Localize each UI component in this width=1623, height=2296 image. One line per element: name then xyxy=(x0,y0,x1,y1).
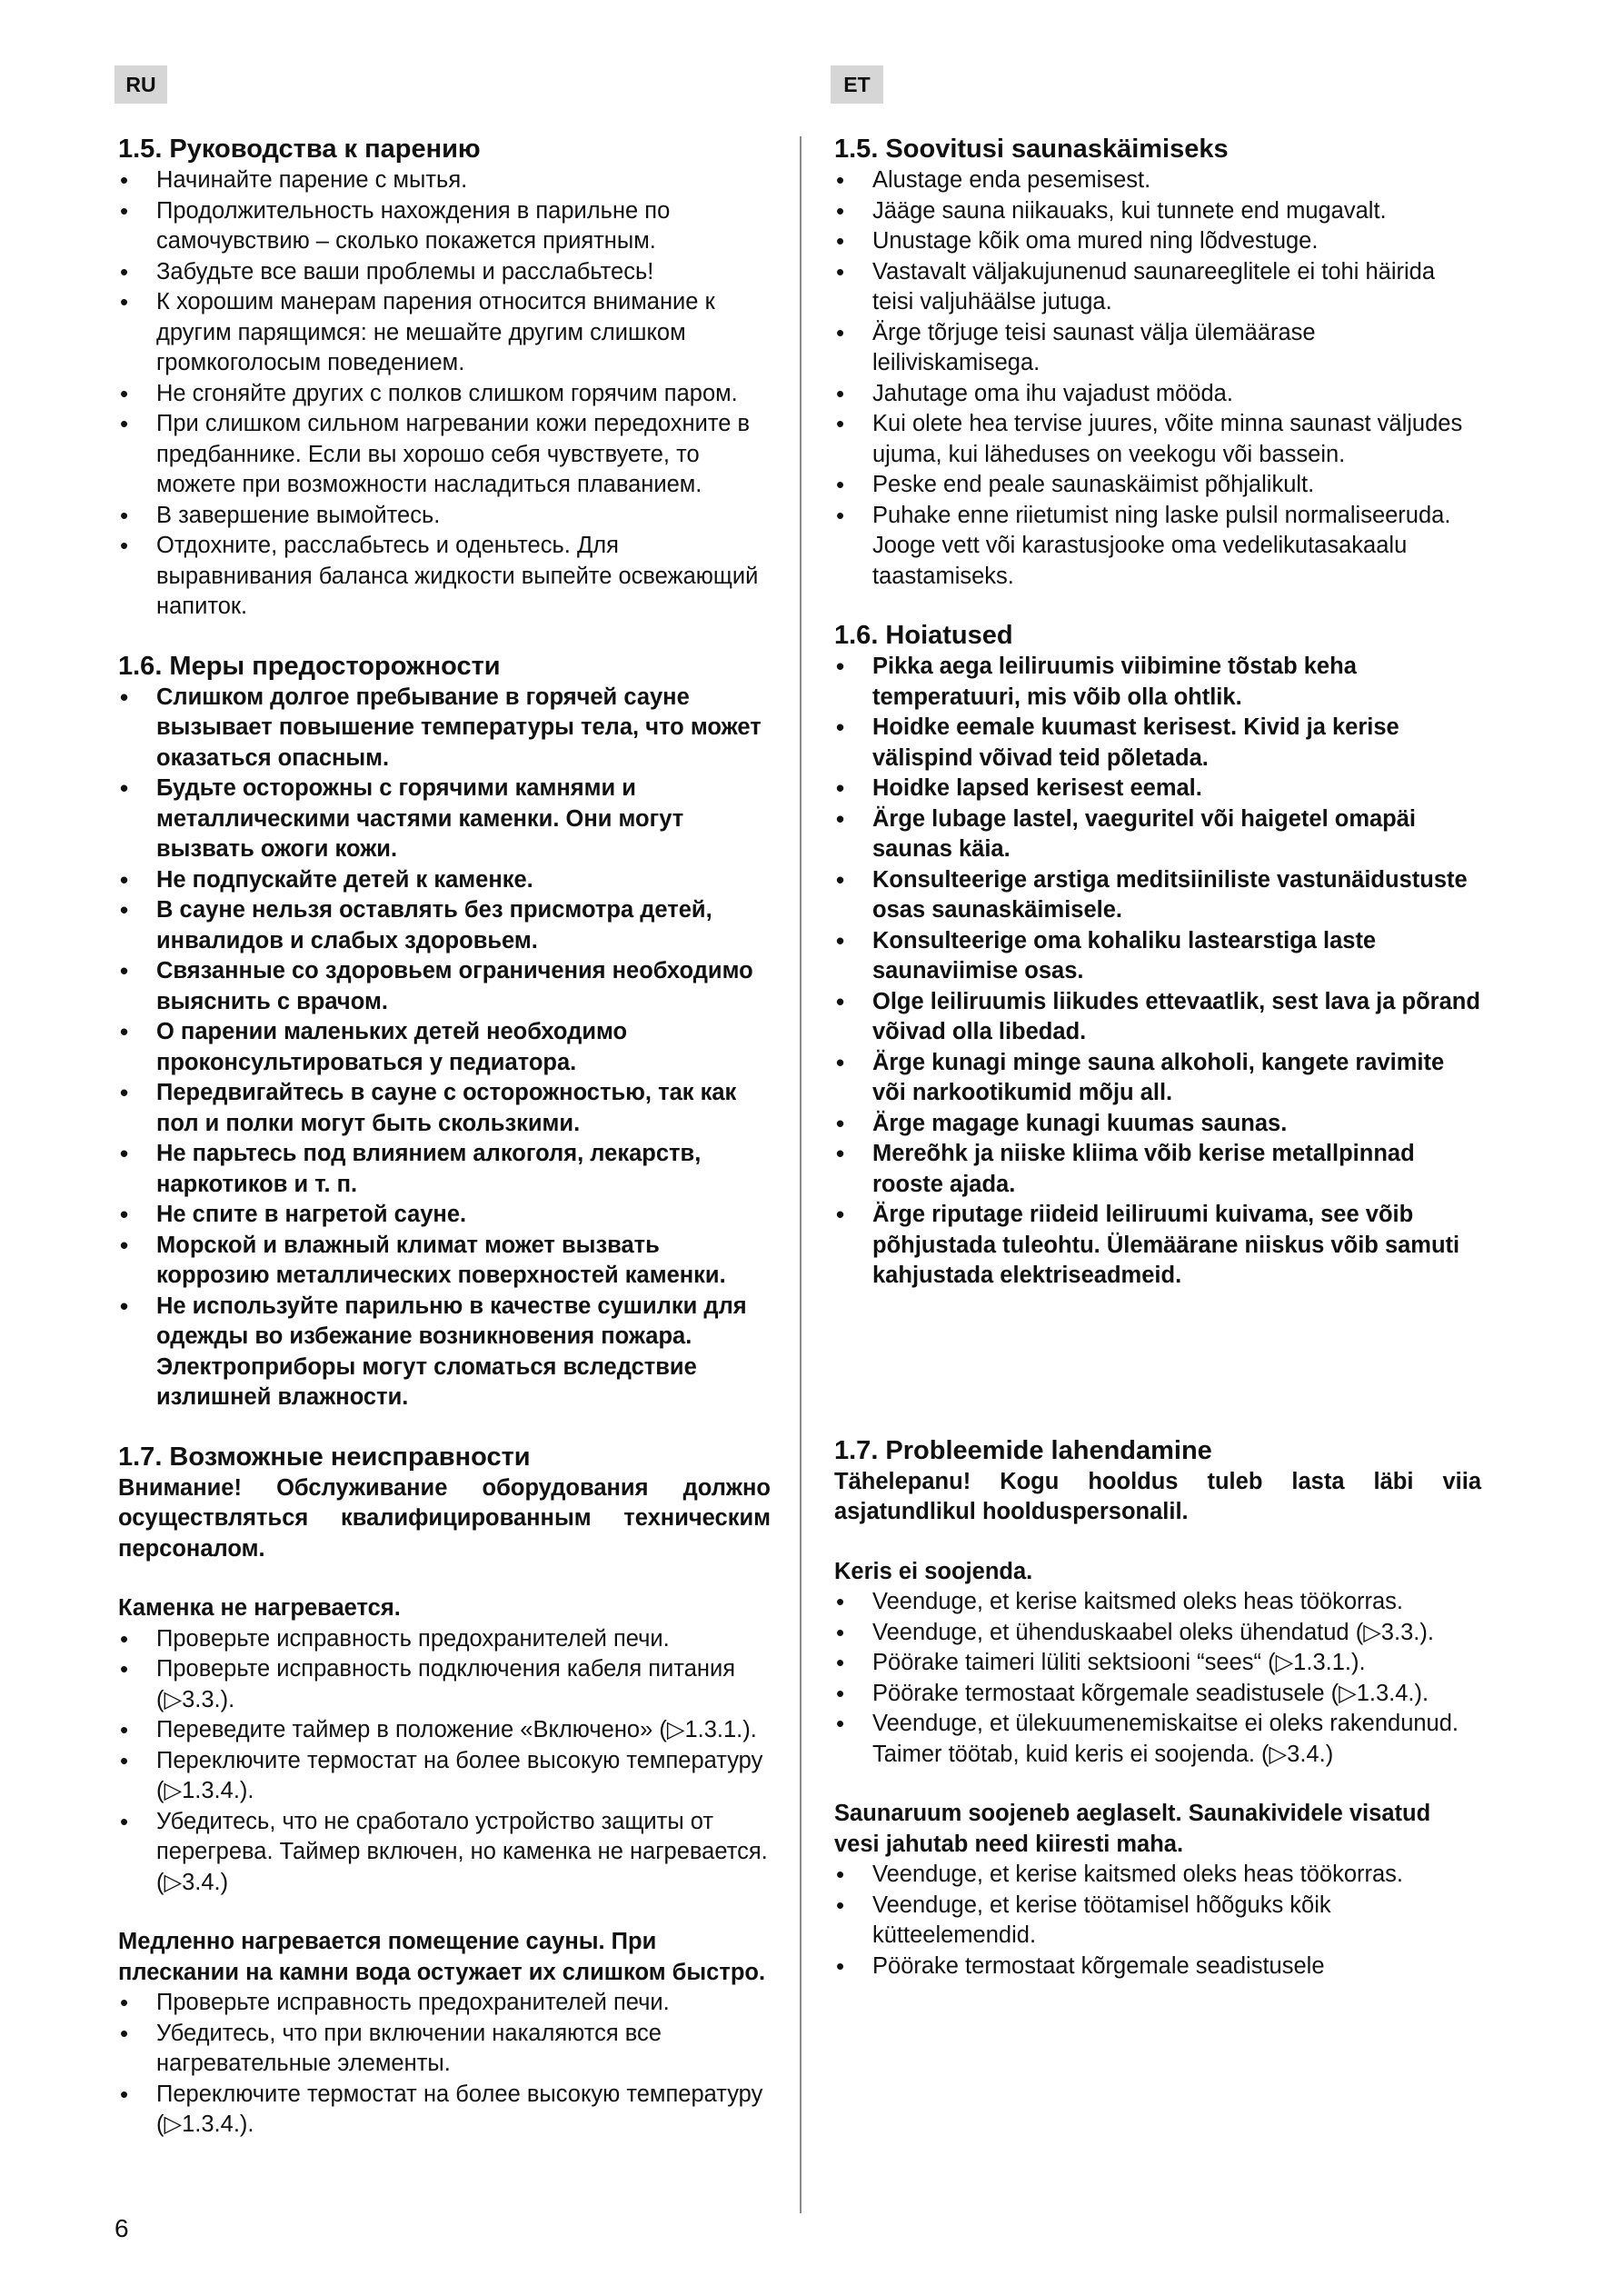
section-title: 1.5. Руководства к парению xyxy=(118,135,481,164)
list-item: • Проверьте исправность подключения кабеля питания (▷3.3.). xyxy=(118,1654,771,1715)
list-item: • Начинайте парение с мытья. xyxy=(118,165,771,196)
list-item: • Pikka aega leiliruumis viibimine tõstab keha temperatuuri, mis võib olla ohtlik. xyxy=(834,652,1481,713)
list-item: • Связанные со здоровьем ограничения необходимо выяснить с врачом. xyxy=(118,956,771,1017)
list-item: • Ärge kunagi minge sauna alkoholi, kangete ravimite või narkootikumid mõju all. xyxy=(834,1048,1481,1109)
section-troubleshooting-ru xyxy=(118,1441,771,2141)
list-item: • Будьте осторожны с горячими камнями и металлическими частями каменки. Они могут вызвать ожоги кожи. xyxy=(118,774,771,865)
list-item: • Ärge tõrjuge teisi saunast välja ülemäärase leiliviskamisega. xyxy=(834,318,1481,379)
list-item: • Не используйте парильню в качестве сушилки для одежды во избежание возникновения пожара. Электроприборы могут сломаться вследствие излишней влажности. xyxy=(118,1292,771,1413)
list-item: • Переключите термостат на более высокую температуру (▷1.3.4.). xyxy=(118,2080,771,2141)
list-item: • Veenduge, et kerise töötamisel hõõguks kõik kütteelemendid. xyxy=(834,1891,1481,1952)
list-item: • Убедитесь, что при включении накаляются все нагревательные элементы. xyxy=(118,2019,771,2080)
bullet-list xyxy=(118,1988,771,2141)
list-item: • При слишком сильном нагревании кожи передохните в предбаннике. Если вы хорошо себя чувствуете, то можете при возможности насладиться плаванием. xyxy=(118,409,771,501)
section-warnings-et xyxy=(834,619,1481,1292)
list-item: • Pöörake taimeri lüliti sektsiooni “sees“ (▷1.3.1.). xyxy=(834,1648,1481,1679)
list-item: • Продолжительность нахождения в парильне по самочувствию – сколько покажется приятным. xyxy=(118,196,771,257)
list-item: • Ärge magage kunagi kuumas saunas. xyxy=(834,1109,1481,1140)
bullet-list xyxy=(834,1587,1481,1770)
section-title: 1.7. Возможные неисправности xyxy=(118,1442,531,1472)
list-item: • Veenduge, et kerise kaitsmed oleks heas töökorras. xyxy=(834,1860,1481,1891)
language-badge-et: ET xyxy=(831,65,883,104)
list-item: • Mereõhk ja niiske kliima võib kerise metallpinnad rooste ajada. xyxy=(834,1139,1481,1200)
service-note: Внимание! Обслуживание оборудования должно осуществляться квалифицированным техническим персоналом. xyxy=(118,1474,771,1562)
list-item: • К хорошим манерам парения относится внимание к другим парящимся: не мешайте другим слишком громкоголосым поведением. xyxy=(118,287,771,379)
problem-heading: Медленно нагревается помещение сауны. При плескании на камни вода остужает их слишком быстро. xyxy=(118,1929,766,1985)
list-item: • Unustage kõik oma mured ning lõdvestuge. xyxy=(834,226,1481,257)
list-item: • Veenduge, et ülekuumenemiskaitse ei oleks rakendunud. Taimer töötab, kuid keris ei soojenda. (▷3.4.) xyxy=(834,1709,1481,1770)
list-item: • Pöörake termostaat kõrgemale seadistusele (▷1.3.4.). xyxy=(834,1679,1481,1710)
section-title: 1.6. Hoiatused xyxy=(834,621,1013,650)
column-divider xyxy=(800,136,802,2213)
list-item: • Puhake enne riietumist ning laske pulsil normaliseeruda. Jooge vett või karastusjooke oma vedelikutasakaalu taastamiseks. xyxy=(834,501,1481,593)
bullet-list xyxy=(118,165,771,623)
list-item: • Peske end peale saunaskäimist põhjalikult. xyxy=(834,470,1481,501)
column-russian xyxy=(118,133,771,2141)
list-item: • Pöörake termostaat kõrgemale seadistusele xyxy=(834,1952,1481,1982)
column-estonian xyxy=(834,133,1481,1982)
list-item: • Jahutage oma ihu vajadust mööda. xyxy=(834,379,1481,410)
problem-heading: Каменка не нагревается. xyxy=(118,1595,401,1621)
section-title: 1.5. Soovitusi saunaskäimiseks xyxy=(834,135,1229,164)
list-item: • Забудьте все ваши проблемы и расслабьтесь! xyxy=(118,257,771,288)
page-number: 6 xyxy=(115,2214,129,2242)
list-item: • Слишком долгое пребывание в горячей сауне вызывает повышение температуры тела, что может оказаться опасным. xyxy=(118,683,771,774)
list-item: • Jääge sauna niikauaks, kui tunnete end mugavalt. xyxy=(834,196,1481,227)
section-warnings-ru xyxy=(118,650,771,1413)
list-item: • Отдохните, расслабьтесь и оденьтесь. Для выравнивания баланса жидкости выпейте освежающий напиток. xyxy=(118,531,771,623)
list-item: • Не парьтесь под влиянием алкоголя, лекарств, наркотиков и т. п. xyxy=(118,1139,771,1200)
list-item: • Убедитесь, что не сработало устройство защиты от перегрева. Таймер включен, но каменка не нагревается. (▷3.4.) xyxy=(118,1807,771,1899)
problem-heading: Saunaruum soojeneb aeglaselt. Saunakividele visatud vesi jahutab need kiiresti maha. xyxy=(834,1801,1431,1857)
list-item: • Konsulteerige arstiga meditsiiniliste vastunäidustuste osas saunaskäimisele. xyxy=(834,865,1481,926)
list-item: • Hoidke eemale kuumast kerisest. Kivid ja kerise välispind võivad teid põletada. xyxy=(834,713,1481,774)
list-item: • Переключите термостат на более высокую температуру (▷1.3.4.). xyxy=(118,1746,771,1807)
list-item: • Konsulteerige oma kohaliku lastearstiga laste saunaviimise osas. xyxy=(834,926,1481,987)
list-item: • Передвигайтесь в сауне с осторожностью, так как пол и полки могут быть скользкими. xyxy=(118,1078,771,1139)
section-title: 1.6. Меры предосторожности xyxy=(118,651,501,681)
list-item: • Veenduge, et kerise kaitsmed oleks heas töökorras. xyxy=(834,1587,1481,1618)
list-item: • Не спите в нагретой сауне. xyxy=(118,1200,771,1231)
section-sauna-guidance-ru xyxy=(118,133,771,623)
list-item: • О парении маленьких детей необходимо проконсультироваться у педиатора. xyxy=(118,1017,771,1078)
list-item: • Переведите таймер в положение «Включено» (▷1.3.1.). xyxy=(118,1715,771,1746)
list-item: • Hoidke lapsed kerisest eemal. xyxy=(834,774,1481,804)
list-item: • Alustage enda pesemisest. xyxy=(834,165,1481,196)
list-item: • Проверьте исправность предохранителей печи. xyxy=(118,1988,771,2019)
language-badge-ru: RU xyxy=(115,65,167,104)
list-item: • Vastavalt väljakujunenud saunareeglitele ei tohi häirida teisi valjuhäälse jutuga. xyxy=(834,257,1481,318)
list-item: • Kui olete hea tervise juures, võite minna saunast väljudes ujuma, kui läheduses on veekogu või bassein. xyxy=(834,409,1481,470)
service-note: Tähelepanu! Kogu hooldus tuleb lasta läbi viia asjatundlikul hoolduspersonalil. xyxy=(834,1468,1481,1524)
bullet-list xyxy=(834,652,1481,1292)
section-troubleshooting-et xyxy=(834,1434,1481,1982)
list-item: • Морской и влажный климат может вызвать коррозию металлических поверхностей каменки. xyxy=(118,1231,771,1292)
bullet-list xyxy=(118,683,771,1413)
bullet-list xyxy=(834,165,1481,592)
list-item: • Ärge lubage lastel, vaeguritel või haigetel omapäi saunas käia. xyxy=(834,804,1481,865)
list-item: • Не сгоняйте других с полков слишком горячим паром. xyxy=(118,379,771,410)
problem-heading: Keris ei soojenda. xyxy=(834,1558,1033,1584)
list-item: • В завершение вымойтесь. xyxy=(118,501,771,532)
list-item: • Ärge riputage riideid leiliruumi kuivama, see võib põhjustada tuleohtu. Ülemäärane niiskus võib samuti kahjustada elektriseadmeid. xyxy=(834,1200,1481,1292)
list-item: • Не подпускайте детей к каменке. xyxy=(118,865,771,896)
list-item: • Проверьте исправность предохранителей печи. xyxy=(118,1624,771,1655)
bullet-list xyxy=(118,1624,771,1899)
bullet-list xyxy=(834,1860,1481,1982)
list-item: • Veenduge, et ühenduskaabel oleks ühendatud (▷3.3.). xyxy=(834,1618,1481,1649)
section-sauna-guidance-et xyxy=(834,133,1481,592)
list-item: • Olge leiliruumis liikudes ettevaatlik, sest lava ja põrand võivad olla libedad. xyxy=(834,987,1481,1048)
list-item: • В сауне нельзя оставлять без присмотра детей, инвалидов и слабых здоровьем. xyxy=(118,895,771,956)
section-title: 1.7. Probleemide lahendamine xyxy=(834,1435,1212,1465)
